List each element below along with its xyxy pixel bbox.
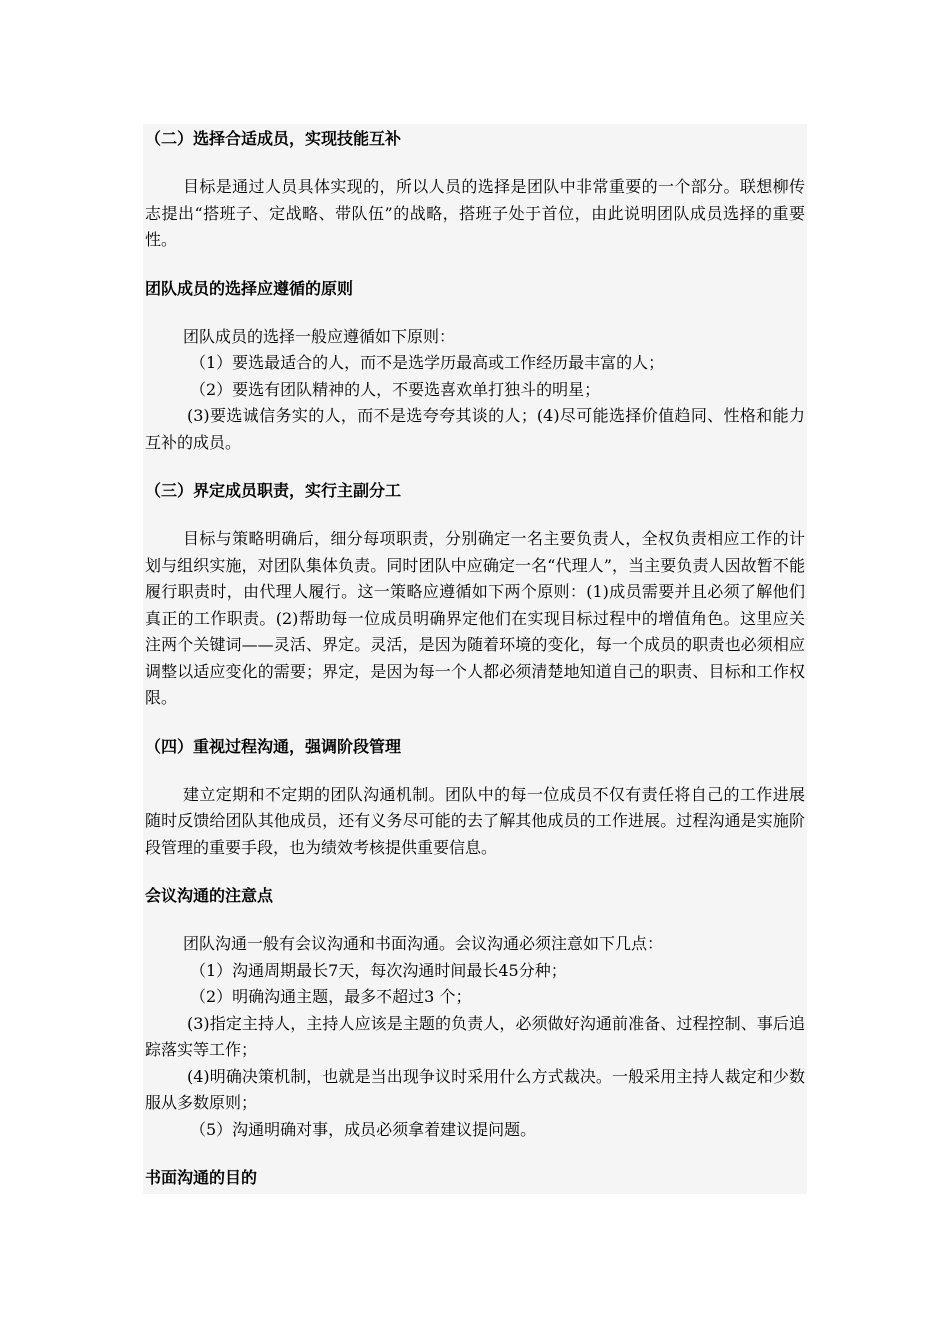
- principles-heading: 团队成员的选择应遵循的原则: [145, 278, 354, 298]
- principles-item-3: (3)要选诚信务实的人，而不是选夸夸其谈的人；(4)尽可能选择价值趋同、性格和能力互补的成员。: [145, 406, 805, 452]
- section-heading-2: （二）选择合适成员，实现技能互补: [145, 129, 402, 148]
- meeting-item-5: （5）沟通明确对事，成员必须拿着建议提问题。: [190, 1119, 537, 1139]
- meeting-intro: 团队沟通一般有会议沟通和书面沟通。会议沟通必须注意如下几点：: [183, 934, 664, 953]
- section-paragraph-2: 目标是通过人员具体实现的，所以人员的选择是团队中非常重要的一个部分。联想柳传志提出“搭班子、定战略、带队伍”的战略，搭班子处于首位，由此说明团队成员选择的重要性。: [145, 177, 805, 249]
- meeting-item-3: (3)指定主持人，主持人应该是主题的负责人，必须做好沟通前准备、过程控制、事后追踪落实等工作；: [145, 1013, 805, 1059]
- meeting-heading: 会议沟通的注意点: [145, 886, 274, 905]
- section-paragraph-3: 目标与策略明确后，细分每项职责，分别确定一名主要负责人，全权负责相应工作的计划与组织实施，对团队集体负责。同时团队中应确定一名“代理人”，当主要负责人因故暂不能履行职责时，由代理人履行。这一策略应遵循如下两个原则：(1)成员需要并且必须了解他们真正的工作职责。(2)帮助每一位成员明确界定他们在实现目标过程中的增值角色。这里应关注两个关键词——灵活、界定。灵活，是因为随着环境的变化，每一个成员的职责也必须相应调整以适应变化的需要；界定，是因为每一个人都必须清楚地知道自己的职责、目标和工作权限。: [145, 529, 805, 707]
- meeting-item-1: （1）沟通周期最长7天，每次沟通时间最长45分种；: [190, 960, 567, 980]
- meeting-item-2: （2）明确沟通主题，最多不超过3 个；: [190, 987, 472, 1006]
- section-heading-3: （三）界定成员职责，实行主副分工: [145, 481, 402, 500]
- principles-item-2: （2）要选有团队精神的人，不要选喜欢单打独斗的明星；: [190, 379, 601, 399]
- section-heading-4: （四）重视过程沟通，强调阶段管理: [145, 736, 402, 756]
- principles-item-1: （1）要选最适合的人，而不是选学历最高或工作经历最丰富的人；: [190, 353, 665, 372]
- principles-intro: 团队成员的选择一般应遵循如下原则：: [183, 326, 456, 346]
- section-paragraph-4: 建立定期和不定期的团队沟通机制。团队中的每一位成员不仅有责任将自己的工作进展随时反馈给团队其他成员，还有义务尽可能的去了解其他成员的工作进展。过程沟通是实施阶段管理的重要手段，也为绩效考核提供重要信息。: [145, 784, 805, 857]
- document-body: [143, 124, 807, 1194]
- written-heading: 书面沟通的目的: [145, 1168, 258, 1187]
- meeting-item-4: (4)明确决策机制，也就是当出现争议时采用什么方式裁决。一般采用主持人裁定和少数服从多数原则；: [145, 1066, 805, 1112]
